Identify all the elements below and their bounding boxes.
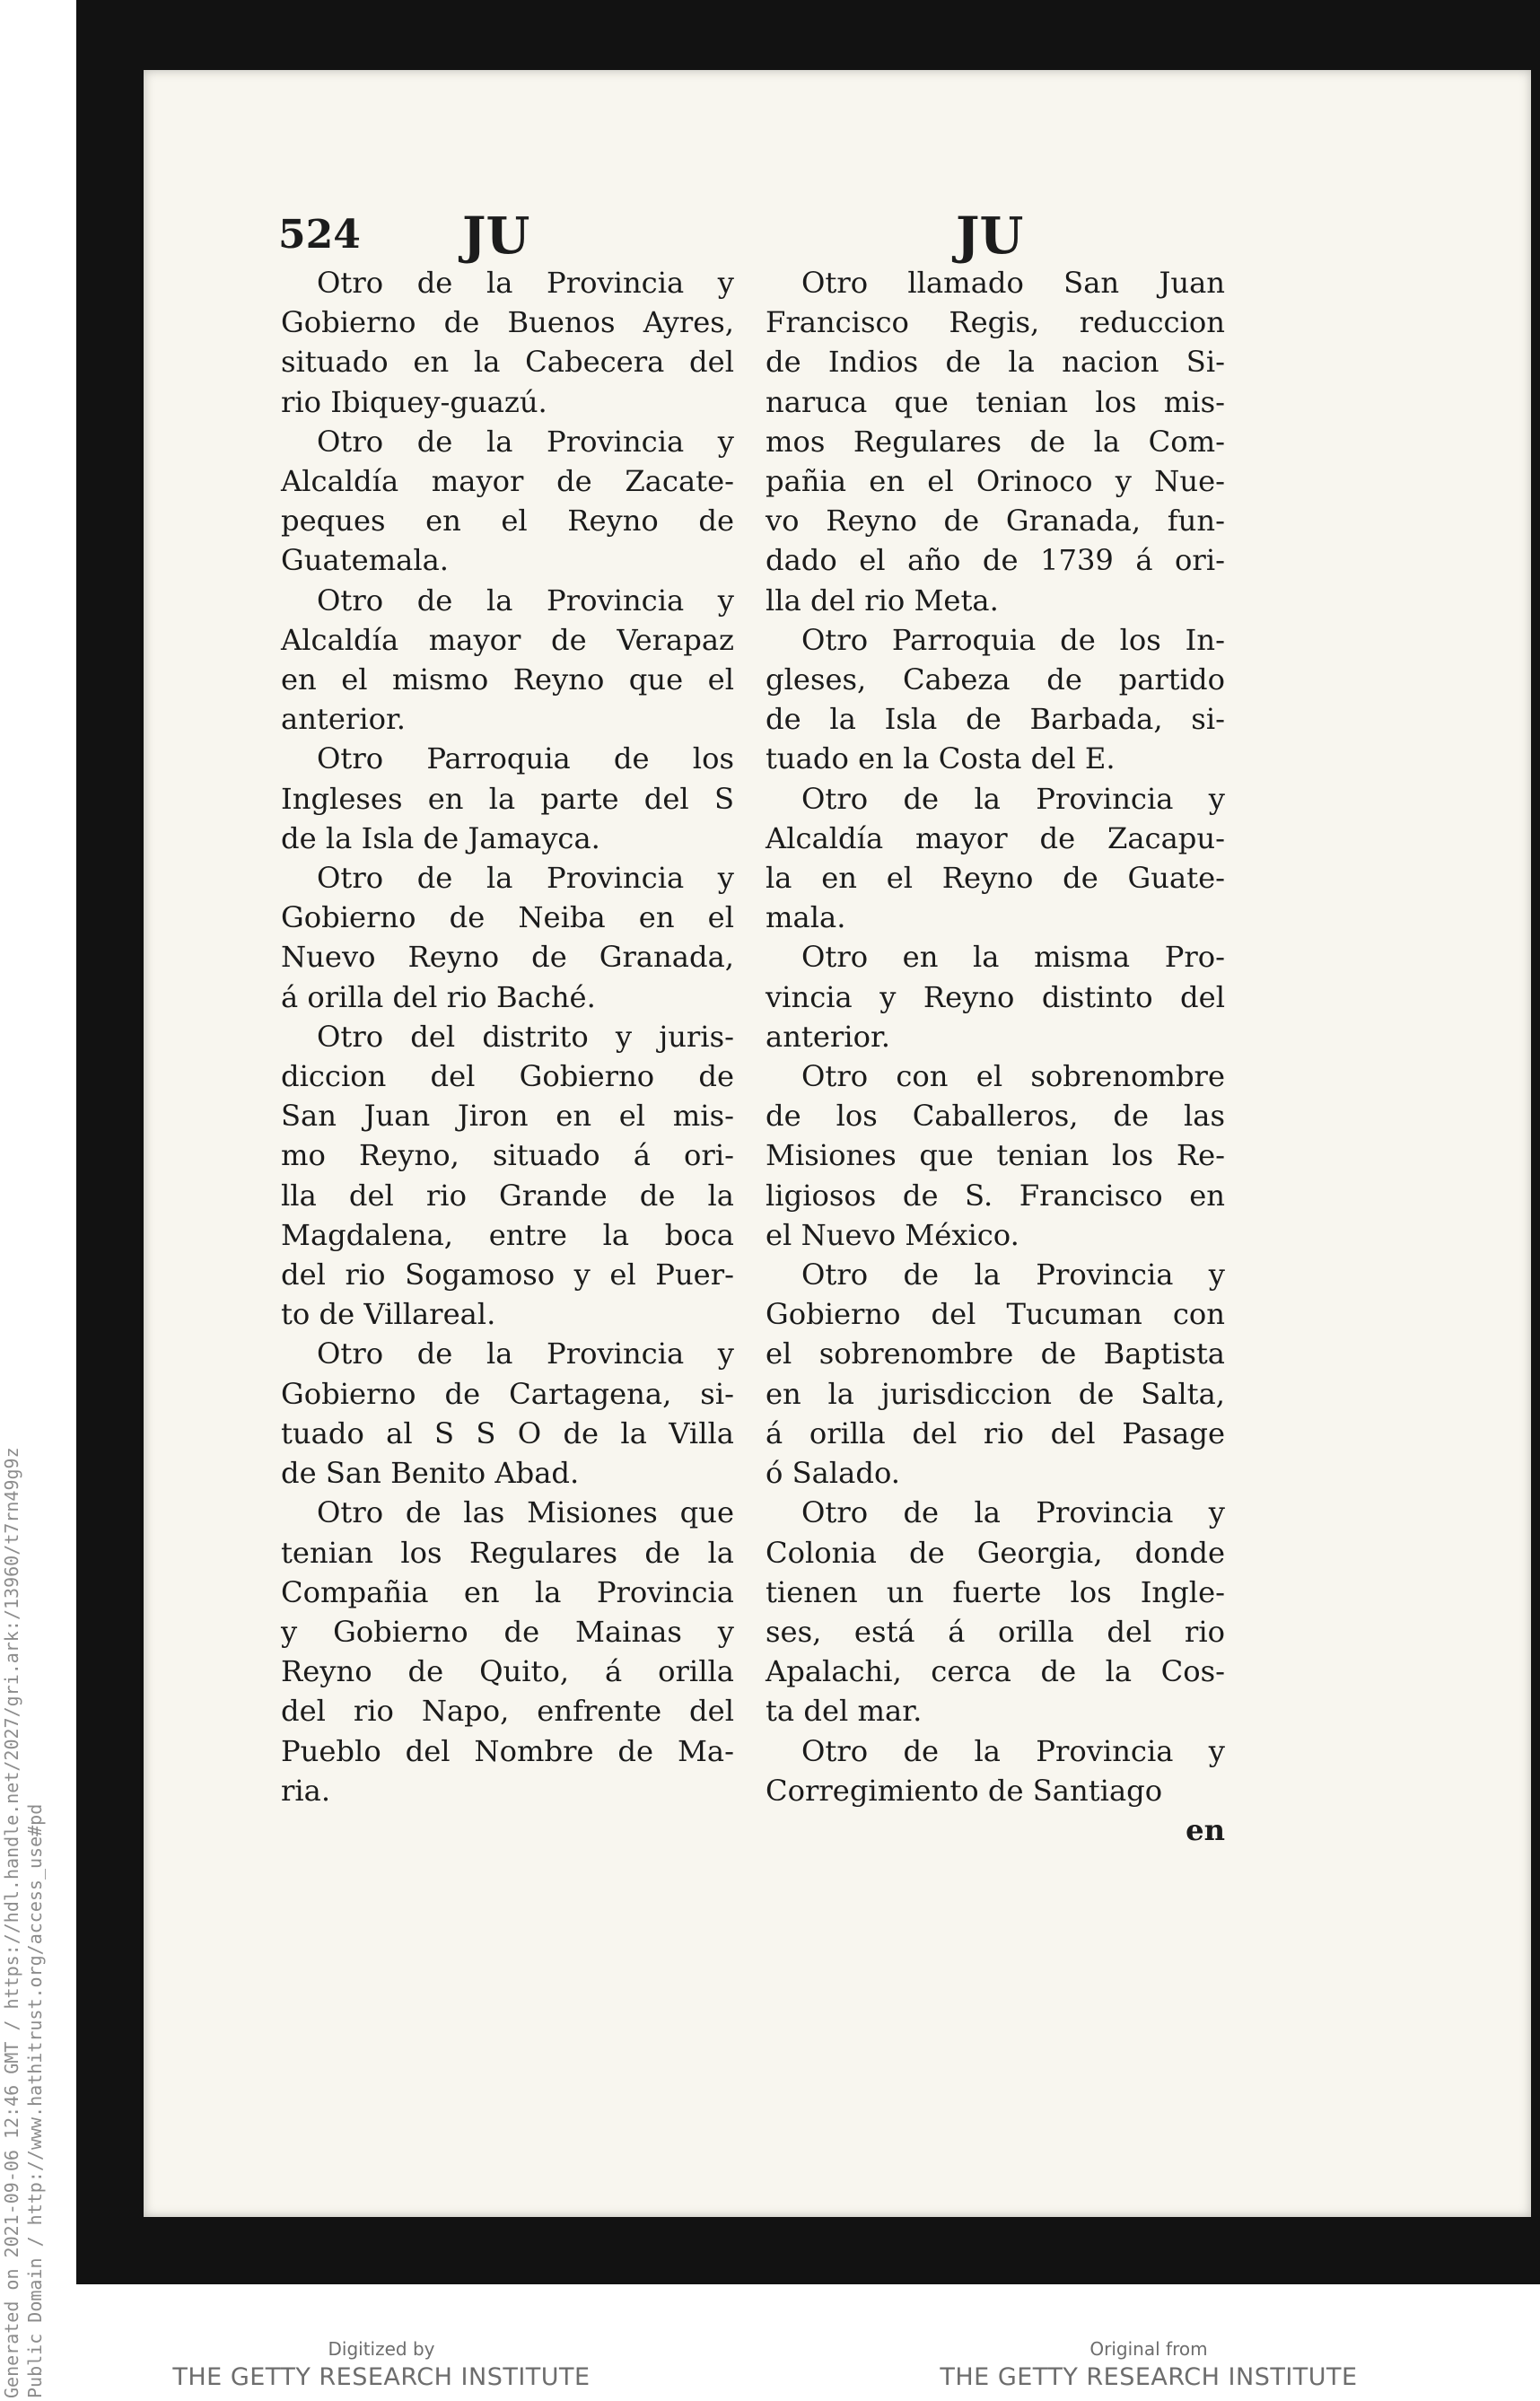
text-line: Guatemala. <box>281 543 450 578</box>
text-line: de los Caballeros, de las <box>766 1099 1225 1134</box>
entry-paragraph <box>766 1731 1225 1810</box>
text-line: Gobierno de Neiba en el <box>281 900 734 935</box>
right-running-head: JU <box>956 206 1024 266</box>
text-line: Apalachi, cerca de la Cos- <box>766 1654 1225 1689</box>
text-line: Otro de la Provincia y <box>801 1495 1225 1530</box>
text-line: de Indios de la nacion Si- <box>766 345 1225 380</box>
text-line: pañia en el Orinoco y Nue- <box>766 464 1225 499</box>
text-line: á orilla del rio Baché. <box>281 979 596 1014</box>
page-number: 524 <box>278 212 361 258</box>
text-line: Alcaldía mayor de Zacate- <box>281 464 734 499</box>
entry-paragraph <box>281 581 734 740</box>
page-header <box>0 206 1540 269</box>
text-line: Otro de la Provincia y <box>317 266 734 300</box>
text-line: Otro de la Provincia y <box>801 781 1225 816</box>
text-line: tuado en la Costa del E. <box>766 741 1116 776</box>
text-line: Otro de la Provincia y <box>317 1336 734 1371</box>
text-line: el sobrenombre de Baptista <box>766 1336 1225 1371</box>
entry-paragraph <box>766 1056 1225 1255</box>
text-line: tienen un fuerte los Ingle- <box>766 1574 1225 1609</box>
text-line: Colonia de Georgia, donde <box>766 1535 1225 1570</box>
text-line: Alcaldía mayor de Zacapu- <box>766 820 1225 855</box>
text-line: y Gobierno de Mainas y <box>281 1614 734 1649</box>
text-line: ta del mar. <box>766 1694 923 1729</box>
text-line: tenian los Regulares de la <box>281 1535 734 1570</box>
text-line: mos Regulares de la Com- <box>766 424 1225 459</box>
watermark-line-1: Generated on 2021-09-06 12:46 GMT / https://hdl.handle.net/2027/gri.ark:/13960/t7rn49g9z <box>1 1447 22 2398</box>
text-line: de la Isla de Barbada, si- <box>766 702 1225 737</box>
text-line: el Nuevo México. <box>766 1217 1019 1252</box>
entry-paragraph <box>281 739 734 858</box>
text-line: Ingleses en la parte del S <box>281 781 734 816</box>
text-line: vincia y Reyno distinto del <box>766 979 1225 1014</box>
catchword: en <box>1186 1812 1225 1847</box>
text-line: tuado al S S O de la Villa <box>281 1415 734 1450</box>
text-line: Otro llamado San Juan <box>801 266 1225 300</box>
text-line: mo Reyno, situado á ori- <box>281 1138 734 1173</box>
text-line: Gobierno de Cartagena, si- <box>281 1376 734 1411</box>
entry-paragraph <box>766 1493 1225 1731</box>
entry-paragraph <box>766 263 1225 620</box>
text-line: del rio Napo, enfrente del <box>281 1694 734 1729</box>
watermark-line-2: Public Domain / http://www.hathitrust.org/access_use#pd <box>24 1803 46 2398</box>
text-line: gleses, Cabeza de partido <box>766 662 1225 697</box>
text-line: Francisco Regis, reduccion <box>766 305 1225 340</box>
left-running-head: JU <box>462 206 530 266</box>
entry-paragraph <box>281 1334 734 1493</box>
text-line: rio Ibiquey-guazú. <box>281 384 547 419</box>
text-line: lla del rio Grande de la <box>281 1178 734 1213</box>
footer-digitized-by <box>148 2338 615 2391</box>
hathitrust-side-watermark <box>0 1447 47 2398</box>
text-line: en el mismo Reyno que el <box>281 662 734 697</box>
entry-paragraph <box>766 620 1225 779</box>
entry-paragraph <box>281 858 734 1017</box>
text-line: Otro de las Misiones que <box>317 1495 734 1530</box>
text-line: Otro Parroquia de los <box>317 741 734 776</box>
text-line: San Juan Jiron en el mis- <box>281 1099 734 1134</box>
text-line: á orilla del rio del Pasage <box>766 1415 1225 1450</box>
text-line: anterior. <box>766 1019 891 1054</box>
text-line: de la Isla de Jamayca. <box>281 820 600 855</box>
entry-paragraph <box>281 1017 734 1335</box>
text-line: Otro con el sobrenombre <box>801 1059 1225 1094</box>
text-line: vo Reyno de Granada, fun- <box>766 504 1225 539</box>
text-line: Compañia en la Provincia <box>281 1574 734 1609</box>
text-line: ses, está á orilla del rio <box>766 1614 1225 1649</box>
text-line: situado en la Cabecera del <box>281 345 734 380</box>
text-line: Otro Parroquia de los In- <box>801 622 1225 657</box>
text-line: diccion del Gobierno de <box>281 1059 734 1094</box>
right-text-column <box>766 263 1225 1850</box>
text-line: Otro de la Provincia y <box>317 861 734 896</box>
text-line: Alcaldía mayor de Verapaz <box>281 622 734 657</box>
footer-original-institution: THE GETTY RESEARCH INSTITUTE <box>940 2363 1358 2391</box>
text-line: Otro de la Provincia y <box>317 583 734 618</box>
text-line: to de Villareal. <box>281 1297 496 1332</box>
text-line: Gobierno de Buenos Ayres, <box>281 305 734 340</box>
text-line: la en el Reyno de Guate- <box>766 861 1225 896</box>
footer-original-from <box>915 2338 1382 2391</box>
text-line: Misiones que tenian los Re- <box>766 1138 1225 1173</box>
text-line: Gobierno del Tucuman con <box>766 1297 1225 1332</box>
text-line: dado el año de 1739 á ori- <box>766 543 1225 578</box>
text-line: Corregimiento de Santiago <box>766 1773 1163 1808</box>
text-line: peques en el Reyno de <box>281 504 734 539</box>
entry-paragraph <box>766 779 1225 938</box>
entry-paragraph <box>766 937 1225 1056</box>
entry-paragraph <box>281 1493 734 1810</box>
footer-digitized-institution: THE GETTY RESEARCH INSTITUTE <box>172 2363 591 2391</box>
text-line: Otro en la misma Pro- <box>801 940 1225 975</box>
text-line: lla del rio Meta. <box>766 583 999 618</box>
text-line: naruca que tenian los mis- <box>766 384 1225 419</box>
text-line: Magdalena, entre la boca <box>281 1217 734 1252</box>
text-line: Otro de la Provincia y <box>801 1733 1225 1768</box>
text-line: mala. <box>766 900 846 935</box>
text-line: Nuevo Reyno de Granada, <box>281 940 734 975</box>
entry-paragraph <box>281 263 734 422</box>
left-text-column <box>281 263 734 1810</box>
text-line: de San Benito Abad. <box>281 1456 580 1491</box>
text-line: Otro de la Provincia y <box>801 1257 1225 1293</box>
text-line: Reyno de Quito, á orilla <box>281 1654 734 1689</box>
text-line: Otro del distrito y juris- <box>317 1019 734 1054</box>
text-line: en la jurisdiccion de Salta, <box>766 1376 1225 1411</box>
text-line: ligiosos de S. Francisco en <box>766 1178 1225 1213</box>
text-line: Otro de la Provincia y <box>317 424 734 459</box>
text-line: Pueblo del Nombre de Ma- <box>281 1733 734 1768</box>
text-line: ó Salado. <box>766 1456 900 1491</box>
entry-paragraph <box>766 1255 1225 1493</box>
footer-digitized-label: Digitized by <box>328 2338 435 2360</box>
text-line: ria. <box>281 1773 331 1808</box>
entry-paragraph <box>281 422 734 581</box>
text-line: del rio Sogamoso y el Puer- <box>281 1257 734 1293</box>
text-line: anterior. <box>281 702 407 737</box>
footer-original-label: Original from <box>1089 2338 1208 2360</box>
